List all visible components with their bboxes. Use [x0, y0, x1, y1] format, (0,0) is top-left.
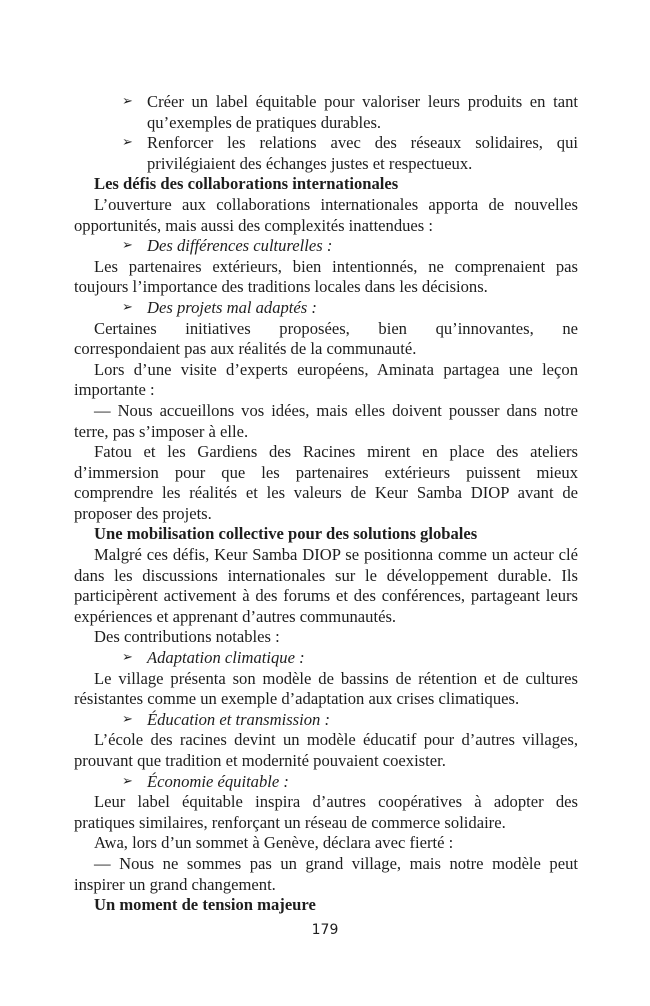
arrow-bullet-icon: ➢ — [122, 299, 133, 315]
dialogue-awa: — Nous ne sommes pas un grand village, mais notre modèle peut inspirer un grand changement. — [74, 853, 578, 894]
arrow-bullet-icon: ➢ — [122, 238, 133, 254]
arrow-bullet-icon: ➢ — [122, 773, 133, 789]
paragraph-contributions: Des contributions notables : — [94, 627, 280, 647]
arrow-bullet-icon: ➢ — [122, 650, 133, 666]
dialogue-aminata: — Nous accueillons vos idées, mais elles doivent pousser dans notre terre, pas s’imposer à elle. — [74, 400, 578, 441]
arrow-bullet-icon: ➢ — [122, 711, 133, 727]
section-heading-mobilisation: Une mobilisation collective pour des solutions globales — [94, 524, 478, 544]
subheading-education — [74, 710, 578, 731]
subheading-climate-adaptation — [74, 648, 578, 669]
subheading-text: Des différences culturelles : — [147, 236, 333, 256]
bullet-text-networks: Renforcer les relations avec des réseaux solidaires, qui privilégiaient des échanges justes et respectueux. — [147, 133, 578, 173]
paragraph-partners: Les partenaires extérieurs, bien intentionnés, ne comprenaient pas toujours l’importance des traditions locales dans les décisions. — [74, 256, 578, 297]
subheading-cultural-differences — [74, 236, 578, 257]
section-heading-tension: Un moment de tension majeure — [94, 895, 316, 915]
paragraph-positioning: Malgré ces défis, Keur Samba DIOP se positionna comme un acteur clé dans les discussions internationales sur le développement durable. Ils participèrent activement à des forums et des conférences, partageant leurs expériences et apprenant d’autres communautés. — [74, 545, 578, 626]
bullet-item-networks — [74, 133, 578, 174]
page-body — [74, 92, 578, 916]
section-heading-challenges: Les défis des collaborations internationales — [94, 174, 399, 194]
page-number: 179 — [311, 922, 339, 938]
paragraph-retention-basins: Le village présenta son modèle de bassins de rétention et de cultures résistantes comme un exemple d’adaptation aux crises climatiques. — [74, 668, 578, 709]
subheading-text: Éducation et transmission : — [147, 709, 330, 729]
paragraph-initiatives-line1: Certaines initiatives proposées, bien qu’innovantes, ne — [94, 318, 578, 338]
paragraph-fair-label: Leur label équitable inspira d’autres coopératives à adopter des pratiques similaires, renforçant un réseau de commerce solidaire. — [74, 792, 578, 832]
paragraph-geneva-summit: Awa, lors d’un sommet à Genève, déclara avec fierté : — [94, 833, 454, 853]
arrow-bullet-icon: ➢ — [122, 135, 133, 151]
arrow-bullet-icon: ➢ — [122, 94, 133, 109]
subheading-fair-economy — [74, 772, 578, 793]
paragraph-opening: L’ouverture aux collaborations internationales apporta de nouvelles opportunités, mais aussi des complexités inattendues : — [74, 194, 578, 235]
bullet-item-label — [74, 92, 578, 133]
paragraph-immersion-workshops: Fatou et les Gardiens des Racines mirent en place des ateliers d’immersion pour que les partenaires extérieurs puissent mieux comprendre les réalités et les valeurs de Keur Samba DIOP avant de proposer des projets. — [74, 442, 578, 523]
subheading-text: Économie équitable : — [147, 771, 289, 791]
subheading-text: Adaptation climatique : — [147, 648, 305, 668]
subheading-ill-adapted-projects — [74, 298, 578, 319]
bullet-text-label: Créer un label équitable pour valoriser leurs produits en tant qu’exemples de pratiques durables. — [147, 92, 578, 132]
paragraph-initiatives-line2: correspondaient pas aux réalités de la communauté. — [74, 339, 417, 359]
subheading-text: Des projets mal adaptés : — [147, 297, 317, 317]
paragraph-expert-visit: Lors d’une visite d’experts européens, Aminata partagea une leçon importante : — [74, 359, 578, 400]
paragraph-school: L’école des racines devint un modèle éducatif pour d’autres villages, prouvant que tradition et modernité pouvaient coexister. — [74, 730, 578, 770]
